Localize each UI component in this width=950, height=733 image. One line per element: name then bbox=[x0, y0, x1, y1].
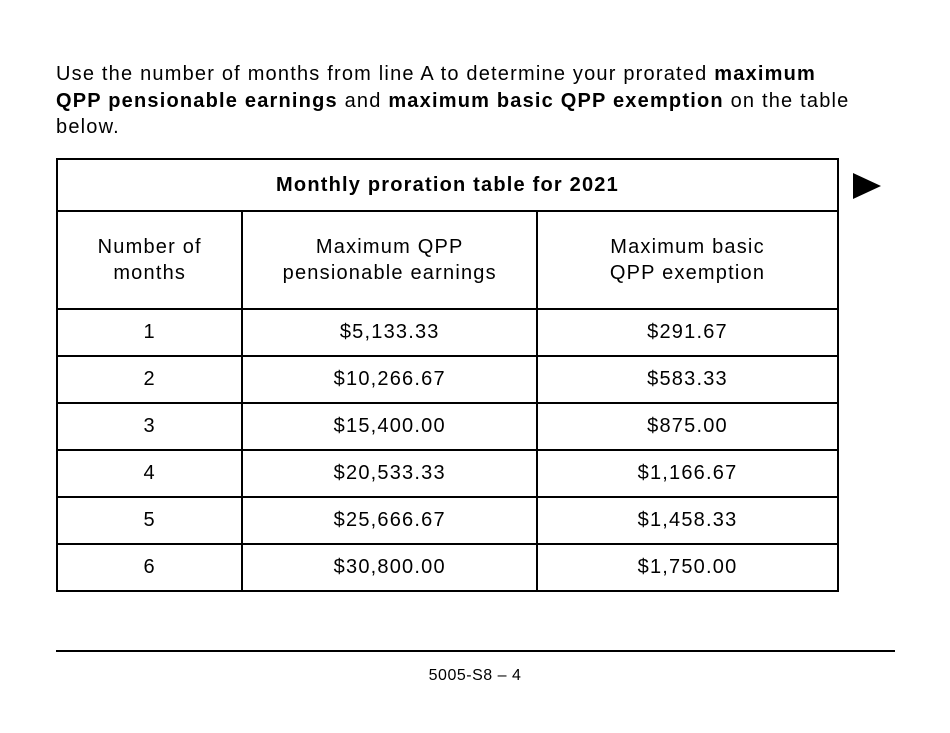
header-max-basic-exemption: Maximum basic QPP exemption bbox=[537, 211, 838, 309]
intro-text-2: and bbox=[337, 89, 389, 112]
table-row bbox=[57, 356, 838, 403]
cell-earnings: $20,533.33 bbox=[242, 450, 537, 497]
cell-earnings: $5,133.33 bbox=[242, 309, 537, 356]
table-row bbox=[57, 544, 838, 591]
table-row bbox=[57, 309, 838, 356]
table-header-row bbox=[57, 211, 838, 309]
intro-bold-exemption: maximum basic QPP exemption bbox=[388, 89, 724, 112]
header-max-pensionable-earnings: Maximum QPP pensionable earnings bbox=[242, 211, 537, 309]
cell-months: 1 bbox=[57, 309, 242, 356]
intro-bold-earnings: maximum QPP pensionable earnings bbox=[56, 63, 816, 112]
cell-exemption: $1,458.33 bbox=[537, 497, 838, 544]
cell-earnings: $30,800.00 bbox=[242, 544, 537, 591]
table-row bbox=[57, 403, 838, 450]
cell-months: 2 bbox=[57, 356, 242, 403]
right-triangle-arrow-icon bbox=[853, 173, 881, 199]
table-caption: Monthly proration table for 2021 bbox=[57, 159, 838, 211]
cell-months: 3 bbox=[57, 403, 242, 450]
intro-text-1: Use the number of months from line A to determine your prorated bbox=[56, 63, 715, 85]
cell-exemption: $1,750.00 bbox=[537, 544, 838, 591]
cell-months: 5 bbox=[57, 497, 242, 544]
table-row bbox=[57, 497, 838, 544]
form-page-number: 5005-S8 – 4 bbox=[428, 667, 522, 684]
cell-earnings: $15,400.00 bbox=[242, 403, 537, 450]
cell-exemption: $1,166.67 bbox=[537, 450, 838, 497]
cell-exemption: $291.67 bbox=[537, 309, 838, 356]
proration-table bbox=[56, 158, 839, 592]
header-number-of-months: Number of months bbox=[57, 211, 242, 309]
cell-earnings: $10,266.67 bbox=[242, 356, 537, 403]
cell-months: 6 bbox=[57, 544, 242, 591]
table-row bbox=[57, 450, 838, 497]
cell-earnings: $25,666.67 bbox=[242, 497, 537, 544]
instruction-paragraph bbox=[56, 61, 856, 141]
intro-text-3: on the table below. bbox=[56, 89, 850, 138]
cell-months: 4 bbox=[57, 450, 242, 497]
cell-exemption: $875.00 bbox=[537, 403, 838, 450]
cell-exemption: $583.33 bbox=[537, 356, 838, 403]
table-caption-row bbox=[57, 159, 838, 211]
footer-divider bbox=[56, 650, 895, 652]
